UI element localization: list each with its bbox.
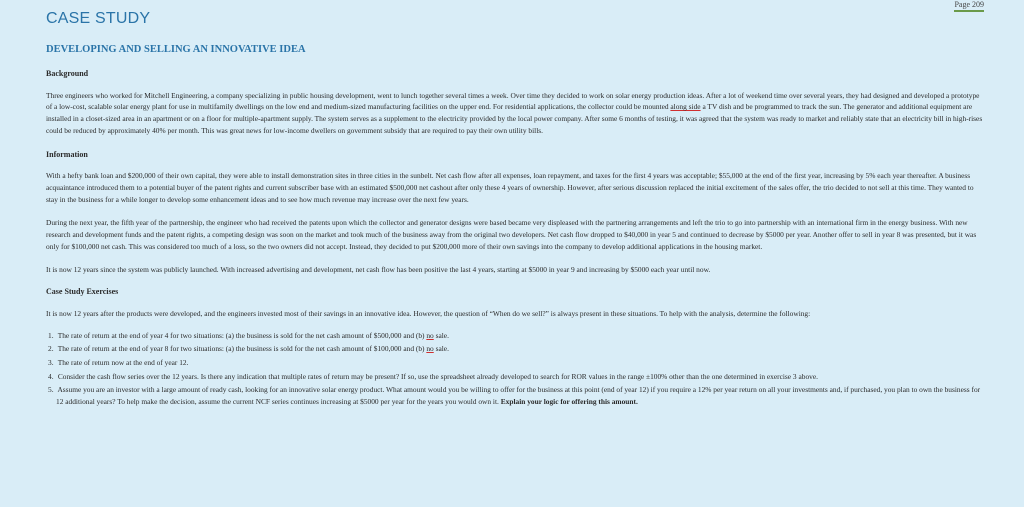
- case-content: [46, 68, 986, 410]
- list-item: 1. The rate of return at the end of year 4 for two situations: (a) the business is sold for the net cash amount of $500,000 and (b) no sale.: [48, 330, 449, 340]
- background-paragraph: Three engineers who worked for Mitchell Engineering, a company specializing in public housing development, went to lunch together several times a week. Over time they decided to work on solar energy production ideas. After a lot of weekend time over several years, they had designed and developed a prototype of a low-cost, scalable solar energy plant for use in multifamily dwellings on the low end and medium-sized manufacturing facilities on the upper end. For residential applications, the collector could be mounted along side a TV dish and be programmed to track the sun. The generator and additional equipment are installed in a closet-sized area in an apartment or on a floor for multiple-apartment supply. The system serves as a supplement to the electricity provided by the local power company. After some 6 months of testing, it was agreed that the system was ready to market and reliably state that an electricity bill in high-rises could be reduced by approximately 40% per month. This was great news for low-income dwellers on government subsidy that are required to pay their own utility bills.: [46, 90, 983, 135]
- list-item: 4. Consider the cash flow series over the 12 years. Is there any indication that multiple rates of return may be present? If so, use the spreadsheet already developed to search for ROR values in the range ±100% other than the one determined in exercise 3 above.: [48, 371, 818, 381]
- information-paragraph-1: With a hefty bank loan and $200,000 of their own capital, they were able to install demonstration sites in three cities in the sunbelt. Net cash flow after all expenses, loan repayment, and taxes for the first 4 years was acceptable; $55,000 at the end of the first year, increasing by 5% each year thereafter. A business acquaintance introduced them to a potential buyer of the patent rights and current subscriber base with an estimated $500,000 net cashout after only these 4 years of ownership. However, after serious discussion replaced the initial excitement of the sales offer, the trio decided to not sell at this time. They wanted to stay in the business for a while longer to develop some enhancement ideas and to see how much revenue may increase over the next few years.: [46, 171, 974, 204]
- case-subtitle: DEVELOPING AND SELLING AN INNOVATIVE IDEA: [46, 44, 306, 55]
- information-paragraph-2: During the next year, the fifth year of the partnership, the engineer who had received the patents upon which the collector and generator designs were based became very displeased with the partnering arrangements and left the trio to go into partnership with an international firm in the energy business. With new research and development funds and the patent rights, a competing design was soon on the market and took much of the business away from the original two developers. Net cash flow dropped to $40,000 in year 5 and continued to decrease by $5000 per year. Another offer to sell in year 8 was presented, but it was only for $100,000 net cash. This was considered too much of a loss, so the two owners did not accept. Instead, they decided to put $200,000 more of their own savings into the company to develop additional applications in the housing market.: [46, 218, 977, 251]
- list-item: 3. The rate of return now at the end of year 12.: [48, 357, 189, 367]
- page-number: Page 209: [954, 0, 984, 12]
- page-title: CASE STUDY: [46, 10, 151, 27]
- exercises-heading: Case Study Exercises: [46, 287, 119, 297]
- spellcheck-underline: along side: [670, 102, 701, 112]
- exercises-intro: It is now 12 years after the products were developed, and the engineers invested most of their savings in an innovative idea. However, the question of “When do we sell?” is always present in these situations. To help with the analysis, determine the following:: [46, 308, 811, 318]
- information-heading: Information: [46, 149, 88, 159]
- background-heading: Background: [46, 69, 89, 78]
- list-item: 2. The rate of return at the end of year 8 for two situations: (a) the business is sold for the net cash amount of $100,000 and (b) no sale.: [48, 344, 449, 354]
- exercise-list: [46, 330, 986, 408]
- information-paragraph-3: It is now 12 years since the system was publicly launched. With increased advertising and development, net cash flow has been positive the last 4 years, starting at $5000 in year 9 and increasing by $5000 each year until now.: [46, 265, 711, 275]
- list-item: 5. Assume you are an investor with a large amount of ready cash, looking for an innovative solar energy product. What amount would you be willing to offer for the business at this point (end of year 12) if you require a 12% per year return on all your investments and, if purchased, you plan to own the business for 12 additional years? To help make the decision, assume the current NCF series continues increasing at $5000 per year for the years you would own it. Explain your logic for offering this amount.: [48, 385, 981, 407]
